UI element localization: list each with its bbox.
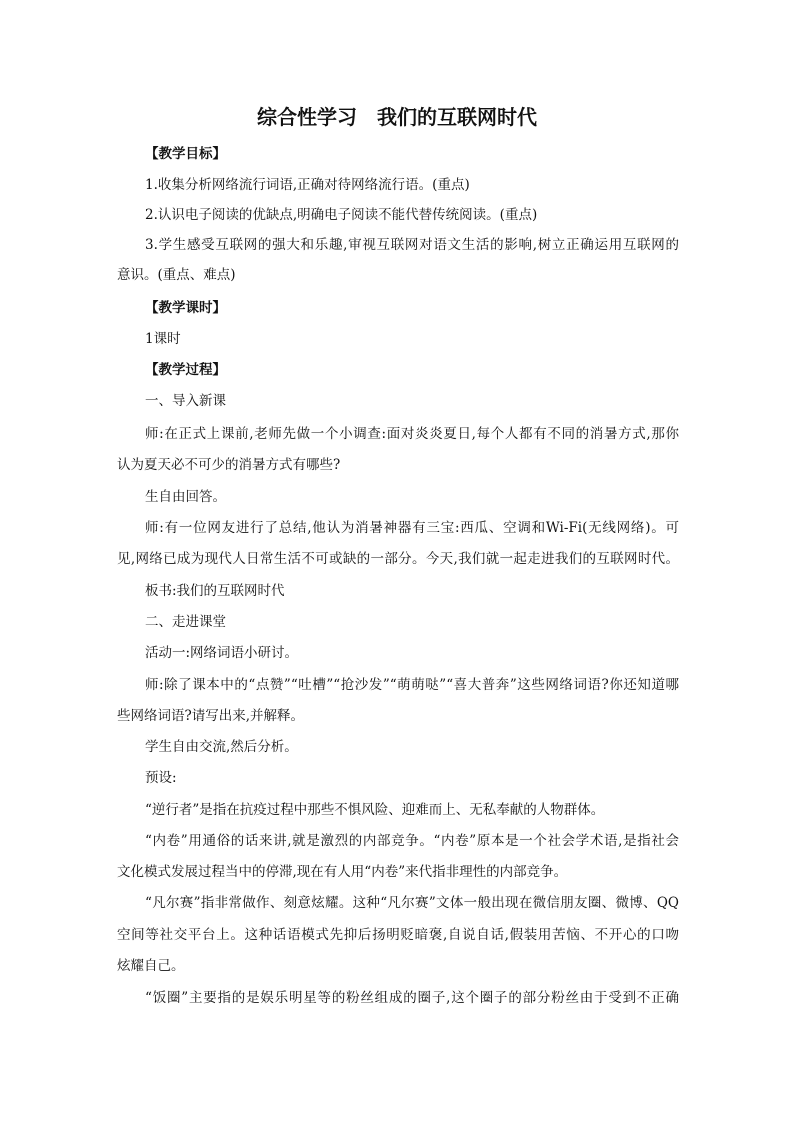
paragraph-line: “凡尔赛”指非常做作、刻意炫耀。这种“凡尔赛”文体一般出现在微信朋友圈、微博、QQ (145, 895, 679, 911)
paragraph-line: 1.收集分析网络流行词语,正确对待网络流行语。(重点) (145, 177, 470, 193)
paragraph-line: 生自由回答。 (145, 489, 226, 505)
paragraph-line: 文化模式发展过程当中的停滞,现在有人用“内卷”来代指非理性的内部竞争。 (117, 864, 568, 880)
paragraph-line: “内卷”用通俗的话来讲,就是激烈的内部竞争。“内卷”原本是一个社会学术语,是指社会 (145, 833, 679, 849)
paragraph-line: 3.学生感受互联网的强大和乐趣,审视互联网对语文生活的影响,树立正确运用互联网的 (145, 237, 679, 253)
paragraph-line: 板书:我们的互联网时代 (145, 583, 285, 599)
section-heading-process: 【教学过程】 (145, 362, 226, 378)
paragraph-line: 意识。(重点、难点) (117, 267, 236, 283)
paragraph-line: “逆行者”是指在抗疫过程中那些不惧风险、迎难而上、无私奉献的人物群体。 (145, 802, 605, 818)
page-title: 综合性学习 我们的互联网时代 (257, 105, 537, 129)
paragraph-line: 空间等社交平台上。这种话语模式先抑后扬明贬暗褒,自说自话,假装用苦恼、不开心的口吻 (117, 927, 679, 943)
paragraph-line: 师:在正式上课前,老师先做一个小调查:面对炎炎夏日,每个人都有不同的消暑方式,那你 (145, 426, 679, 442)
paragraph-line: 1课时 (145, 331, 181, 347)
paragraph-line: 师:有一位网友进行了总结,他认为消暑神器有三宝:西瓜、空调和Wi-Fi(无线网络)。可 (145, 520, 679, 536)
paragraph-line: 见,网络已成为现代人日常生活不可或缺的一部分。今天,我们就一起走进我们的互联网时代。 (117, 551, 679, 567)
paragraph-line: 二、走进课堂 (145, 614, 226, 630)
paragraph-line: 师:除了课本中的“点赞”“吐槽”“抢沙发”“萌萌哒”“喜大普奔”这些网络词语?你还知道哪 (145, 677, 679, 693)
section-heading-objectives: 【教学目标】 (145, 146, 226, 162)
paragraph-line: “饭圈”主要指的是娱乐明星等的粉丝组成的圈子,这个圈子的部分粉丝由于受到不正确 (145, 990, 679, 1006)
paragraph-line: 炫耀自己。 (117, 958, 185, 974)
paragraph-line: 学生自由交流,然后分析。 (145, 739, 298, 755)
section-heading-periods: 【教学课时】 (145, 300, 226, 316)
paragraph-line: 一、导入新课 (145, 393, 226, 409)
paragraph-line: 活动一:网络词语小研讨。 (145, 645, 299, 661)
paragraph-line: 2.认识电子阅读的优缺点,明确电子阅读不能代替传统阅读。(重点) (145, 207, 538, 223)
paragraph-line: 认为夏天必不可少的消暑方式有哪些? (117, 457, 341, 473)
paragraph-line: 预设: (145, 770, 177, 786)
paragraph-line: 些网络词语?请写出来,并解释。 (117, 708, 305, 724)
